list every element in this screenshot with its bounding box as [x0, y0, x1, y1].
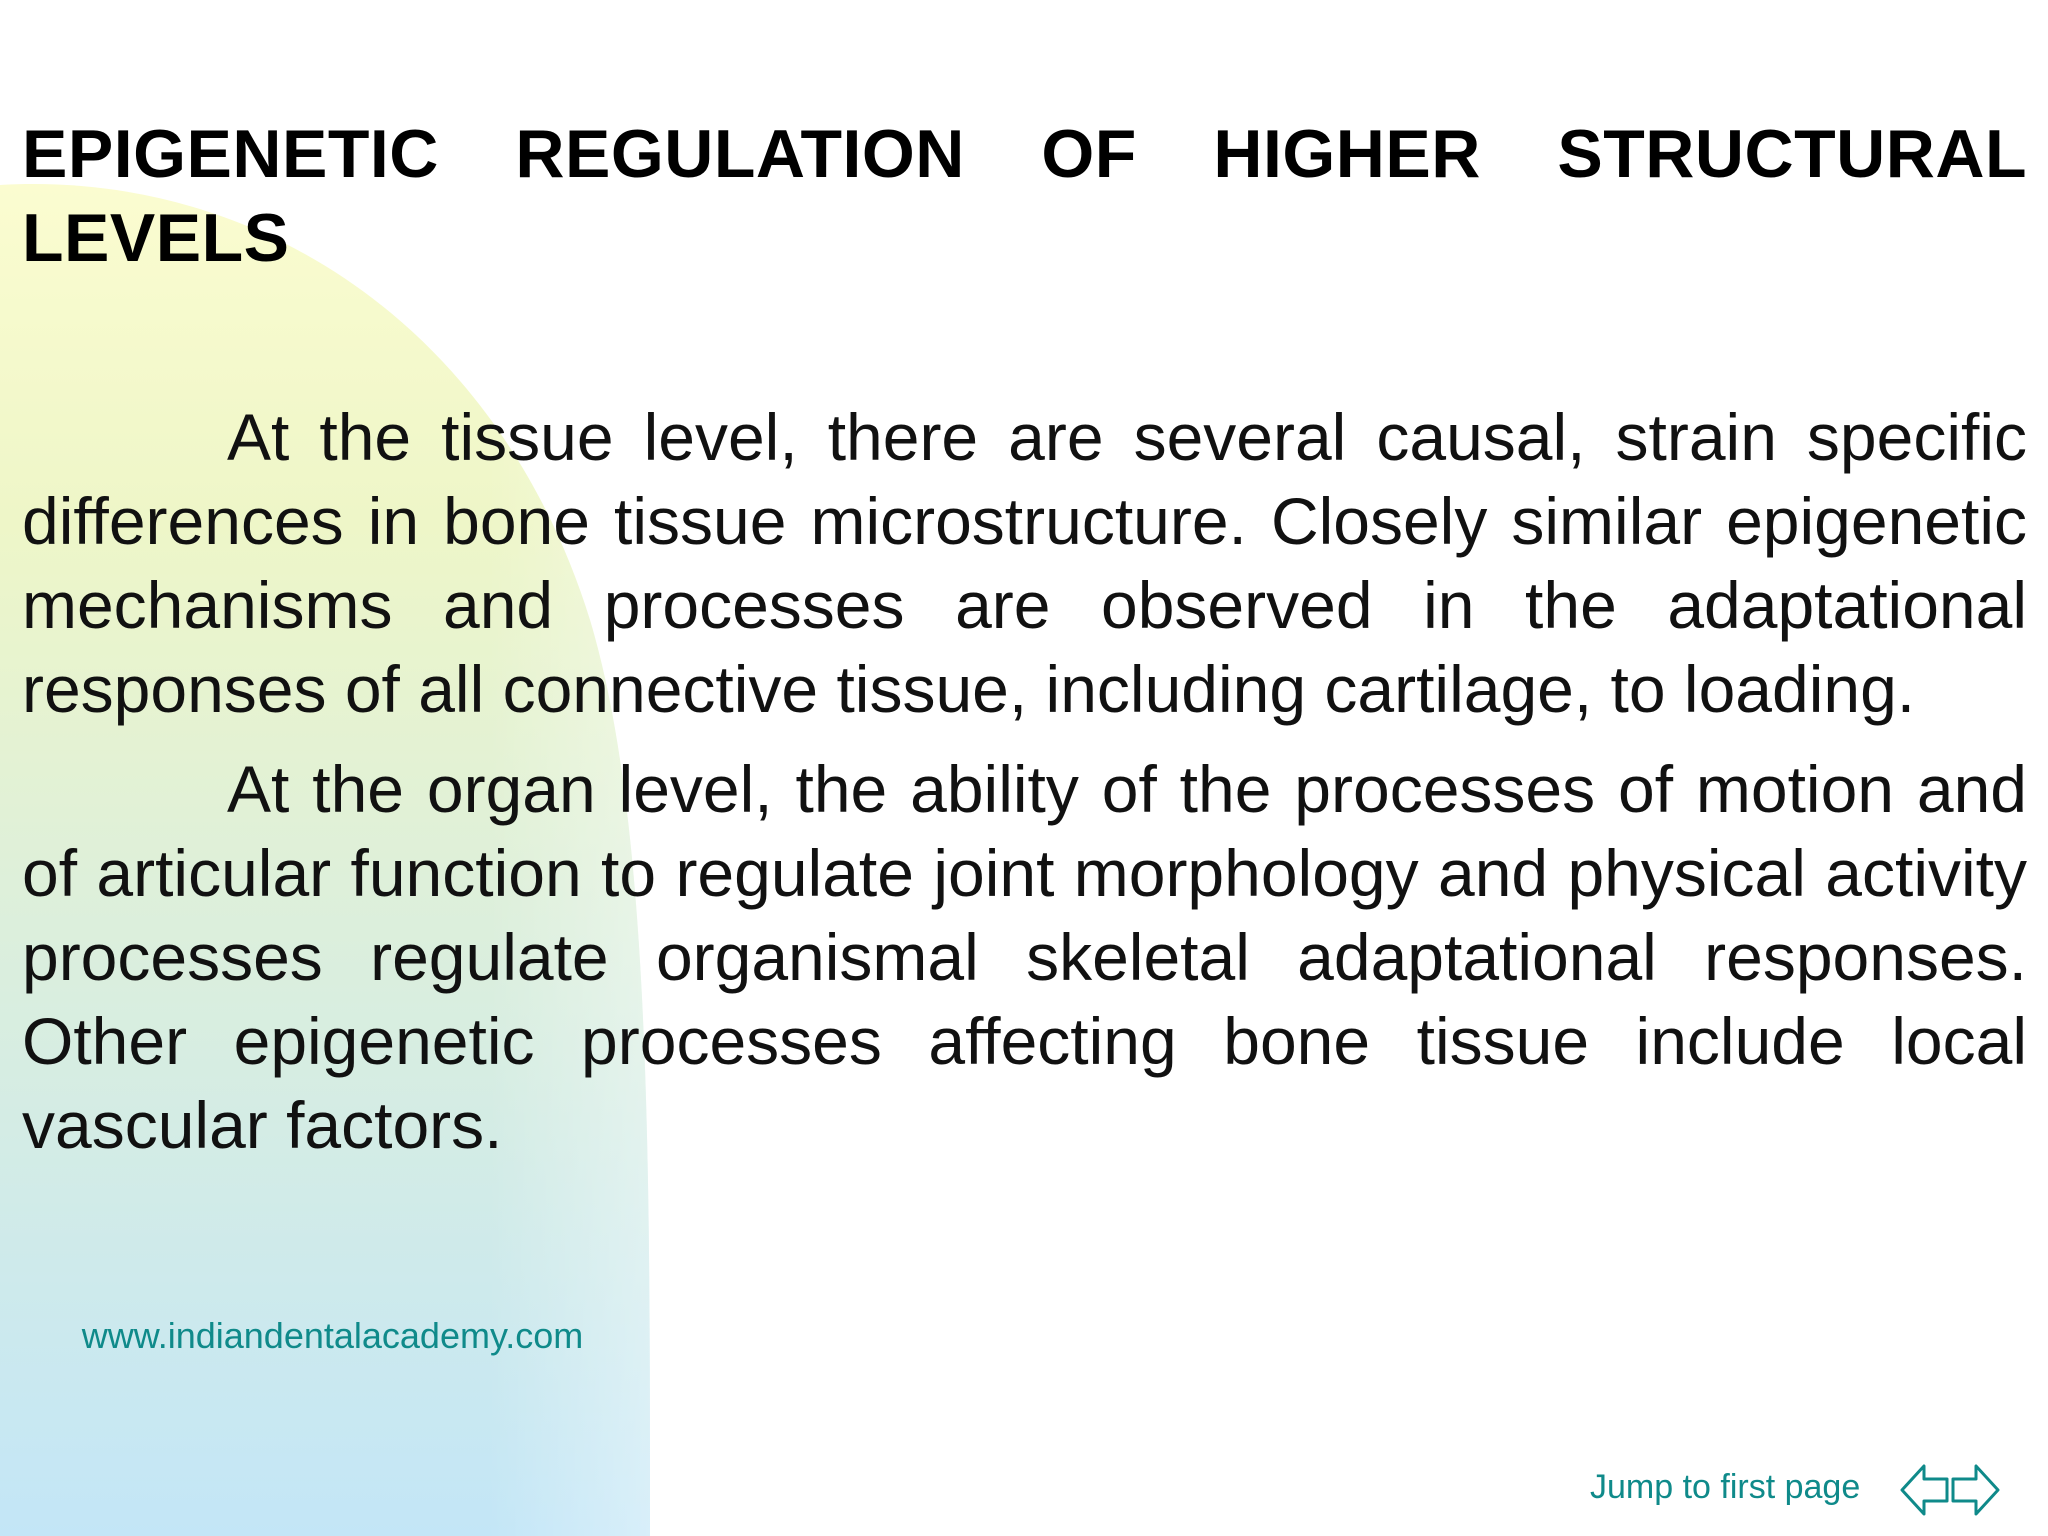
slide-body — [22, 395, 2027, 1183]
arrow-right-icon[interactable] — [1953, 1466, 1998, 1514]
jump-to-first-page-link[interactable]: Jump to first page — [1590, 1468, 1861, 1506]
paragraph-organ-level: At the organ level, the ability of the processes of motion and of articular function to regulate joint morphology and physical activity processes regulate organismal skeletal adaptational responses. Other epigenetic processes affecting bone tissue include local vascular factors. — [22, 752, 2027, 1162]
nav-arrows — [1900, 1462, 2000, 1518]
website-url[interactable]: www.indiandentalacademy.com — [81, 1315, 584, 1356]
arrow-left-icon[interactable] — [1902, 1466, 1947, 1514]
slide-title: EPIGENETIC REGULATION OF HIGHER STRUCTURAL LEVELS — [22, 116, 2027, 276]
paragraph-tissue-level: At the tissue level, there are several causal, strain specific differences in bone tissue microstructure. Closely similar epigenetic mechanisms and processes are observed in the adaptational responses of all connective tissue, including cartilage, to loading. — [22, 400, 2027, 726]
